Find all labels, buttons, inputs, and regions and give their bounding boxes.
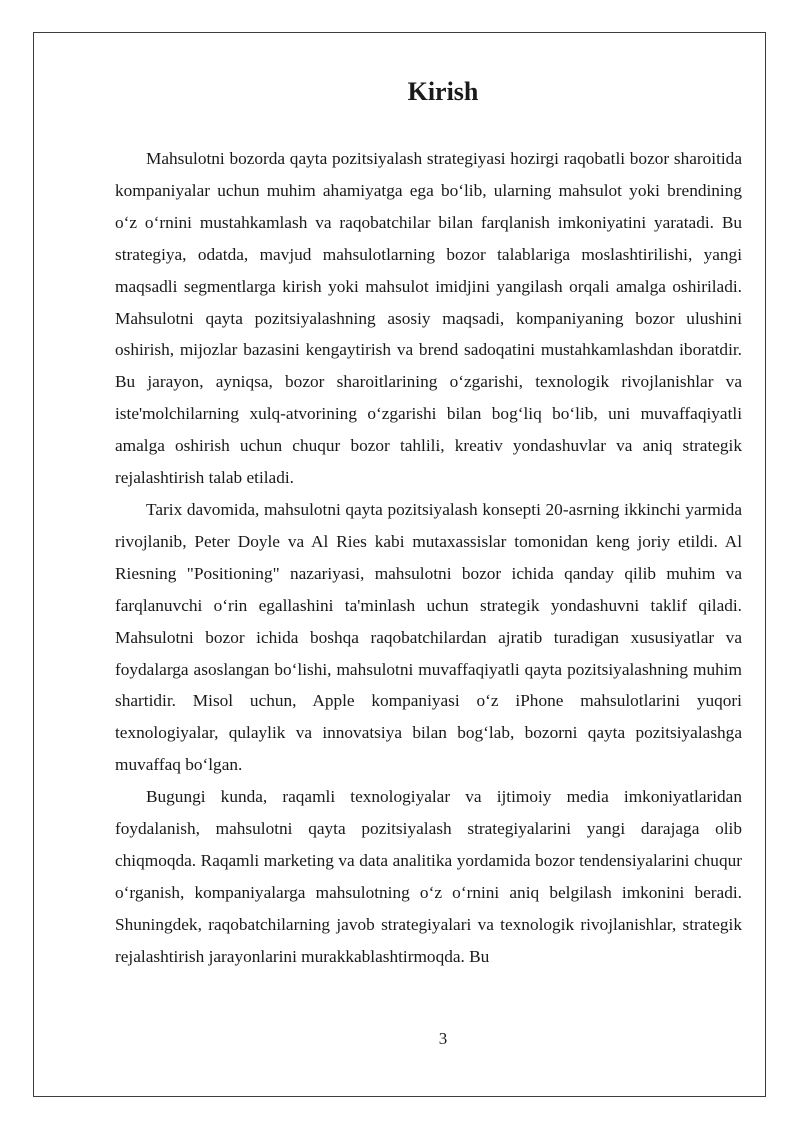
page-title: Kirish: [407, 77, 479, 106]
paragraph-3: Bugungi kunda, raqamli texnologiyalar va ijtimoiy media imkoniyatlaridan foydalanish, mahsulotni qayta pozitsiyalash strategiyalarini yangi darajaga olib chiqmoqda. Raqamli marketing va data analitika yordamida bozor tendensiyalarini chuqur o‘rganish, kompaniyalarga mahsulotning o‘z o‘rnini aniq belgilash imkonini beradi. Shuningdek, raqobatchilarning javob strategiyalari va texnologik rivojlanishlar, strategik rejalashtirish jarayonlarini murakkablashtirmoqda. Bu: [115, 787, 742, 966]
page-number: 3: [438, 1029, 448, 1048]
paragraph-1: Mahsulotni bozorda qayta pozitsiyalash strategiyasi hozirgi raqobatli bozor sharoitida kompaniyalar uchun muhim ahamiyatga ega bo‘lib, ularning mahsulot yoki brendining o‘z o‘rnini mustahkamlash va raqobatchilar bilan farqlanish imkoniyatini yaratadi. Bu strategiya, odatda, mavjud mahsulotlarning bozor talablariga moslashtirilishi, yangi maqsadli segmentlarga kirish yoki mahsulot imidjini yangilash orqali amalga oshiriladi. Mahsulotni qayta pozitsiyalashning asosiy maqsadi, kompaniyaning bozor ulushini oshirish, mijozlar bazasini kengaytirish va brend sadoqatini mustahkamlashdan iboratdir. Bu jarayon, ayniqsa, bozor sharoitlarining o‘zgarishi, texnologik rivojlanishlar va iste'molchilarning xulq-atvorining o‘zgarishi bilan bog‘liq bo‘lib, uni muvaffaqiyatli amalga oshirish uchun chuqur bozor tahlili, kreativ yondashuvlar va aniq strategik rejalashtirish talab etiladi.: [115, 149, 742, 488]
document-body: [115, 143, 742, 973]
paragraph-2: Tarix davomida, mahsulotni qayta pozitsiyalash konsepti 20-asrning ikkinchi yarmida rivojlanib, Peter Doyle va Al Ries kabi mutaxassislar tomonidan keng joriy etildi. Al Riesning "Positioning" nazariyasi, mahsulotni bozor ichida qanday qilib muhim va farqlanuvchi o‘rin egallashini ta'minlash uchun strategik yondashuvni taklif qiladi. Mahsulotni bozor ichida boshqa raqobatchilardan ajratib turadigan xususiyatlar va foydalarga asoslangan bo‘lishi, mahsulotni muvaffaqiyatli qayta pozitsiyalashning muhim shartidir. Misol uchun, Apple kompaniyasi o‘z iPhone mahsulotlarini yuqori texnologiyalar, qulaylik va innovatsiya bilan bog‘lab, bozorni qayta pozitsiyalashga muvaffaq bo‘lgan.: [115, 499, 742, 775]
